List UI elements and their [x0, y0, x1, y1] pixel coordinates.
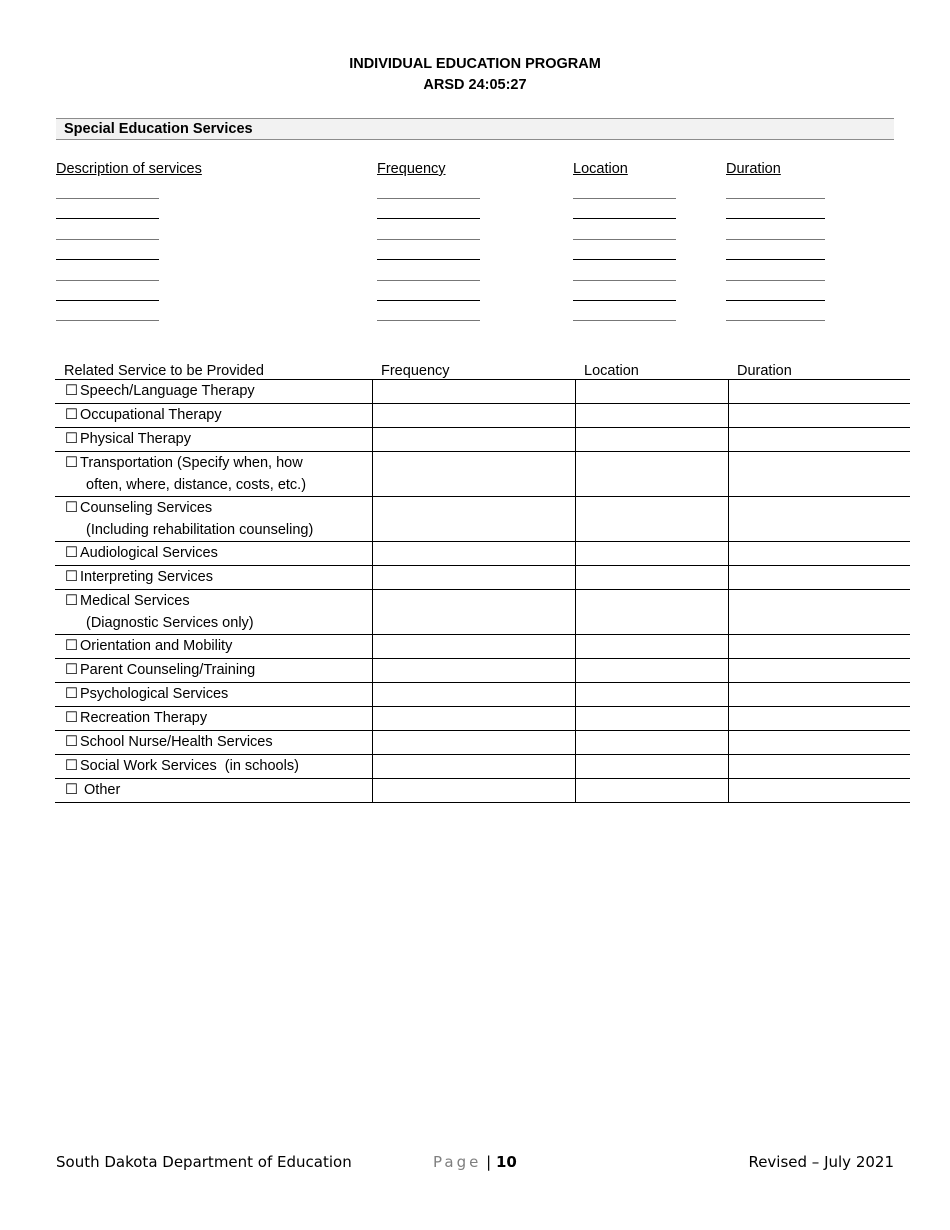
service-label: Audiological Services: [80, 545, 218, 561]
blank-line[interactable]: [573, 320, 676, 321]
table-header-frequency: Frequency: [372, 360, 575, 380]
frequency-cell[interactable]: [372, 590, 575, 635]
frequency-cell[interactable]: [372, 635, 575, 659]
footer-separator: |: [486, 1153, 492, 1171]
checkbox[interactable]: ☐: [65, 545, 78, 561]
service-cell: [55, 635, 372, 659]
frequency-cell[interactable]: [372, 497, 575, 542]
frequency-cell[interactable]: [372, 404, 575, 428]
blank-line[interactable]: [573, 239, 676, 240]
service-label: Psychological Services: [80, 686, 229, 702]
duration-cell[interactable]: [728, 731, 910, 755]
service-label: Other: [80, 782, 121, 798]
location-cell[interactable]: [575, 731, 728, 755]
service-cell: [55, 779, 372, 803]
service-cell: [55, 452, 372, 497]
duration-cell[interactable]: [728, 590, 910, 635]
document-title: INDIVIDUAL EDUCATION PROGRAM: [349, 56, 601, 72]
service-cell: [55, 566, 372, 590]
blank-line[interactable]: [56, 320, 159, 321]
table-row: [55, 659, 910, 683]
blank-line[interactable]: [726, 198, 825, 199]
frequency-cell[interactable]: [372, 683, 575, 707]
table-header-service: Related Service to be Provided: [55, 360, 372, 380]
blank-line[interactable]: [726, 239, 825, 240]
location-cell[interactable]: [575, 707, 728, 731]
footer-page-number: [433, 1153, 517, 1171]
service-label-continued: (Including rehabilitation counseling): [86, 522, 314, 538]
blank-line[interactable]: [726, 320, 825, 321]
location-cell[interactable]: [575, 380, 728, 404]
frequency-cell[interactable]: [372, 380, 575, 404]
service-label-continued: (Diagnostic Services only): [86, 615, 254, 631]
service-label: Occupational Therapy: [80, 407, 222, 423]
blank-line[interactable]: [377, 218, 480, 219]
duration-cell[interactable]: [728, 542, 910, 566]
blank-line[interactable]: [377, 239, 480, 240]
service-label: Parent Counseling/Training: [80, 662, 256, 678]
service-cell: [55, 497, 372, 542]
table-row: [55, 542, 910, 566]
blank-line[interactable]: [573, 280, 676, 281]
blank-line[interactable]: [377, 259, 480, 260]
duration-cell[interactable]: [728, 428, 910, 452]
checkbox[interactable]: ☐: [65, 431, 78, 447]
duration-cell[interactable]: [728, 659, 910, 683]
table-header-location: Location: [575, 360, 728, 380]
checkbox[interactable]: ☐: [65, 500, 78, 516]
service-cell: [55, 731, 372, 755]
location-cell[interactable]: [575, 755, 728, 779]
table-row: [55, 755, 910, 779]
location-cell[interactable]: [575, 428, 728, 452]
table-row: [55, 404, 910, 428]
footer-organization: South Dakota Department of Education: [56, 1153, 352, 1171]
service-cell: [55, 707, 372, 731]
blank-line[interactable]: [573, 300, 676, 301]
duration-cell[interactable]: [728, 380, 910, 404]
footer-page-word: Page: [433, 1153, 482, 1171]
location-cell[interactable]: [575, 683, 728, 707]
service-label: Medical Services: [80, 593, 190, 609]
checkbox[interactable]: ☐: [65, 383, 78, 399]
checkbox[interactable]: ☐: [65, 455, 78, 471]
blank-line[interactable]: [573, 259, 676, 260]
checkbox[interactable]: ☐: [65, 782, 78, 798]
duration-cell[interactable]: [728, 566, 910, 590]
location-cell[interactable]: [575, 542, 728, 566]
table-row: [55, 707, 910, 731]
section-title: Special Education Services: [64, 121, 253, 137]
blank-line[interactable]: [377, 198, 480, 199]
column-header-location: Location: [573, 161, 628, 177]
service-cell: [55, 542, 372, 566]
blank-line[interactable]: [726, 280, 825, 281]
footer-page-value: 10: [495, 1153, 517, 1171]
service-cell: [55, 683, 372, 707]
service-label: Social Work Services (in schools): [80, 758, 299, 774]
table-row: [55, 380, 910, 404]
service-label: School Nurse/Health Services: [80, 734, 273, 750]
checkbox[interactable]: ☐: [65, 758, 78, 774]
checkbox[interactable]: ☐: [65, 686, 78, 702]
location-cell[interactable]: [575, 635, 728, 659]
service-cell: [55, 659, 372, 683]
frequency-cell[interactable]: [372, 659, 575, 683]
location-cell[interactable]: [575, 452, 728, 497]
blank-line[interactable]: [56, 259, 159, 260]
frequency-cell[interactable]: [372, 542, 575, 566]
column-header-frequency: Frequency: [377, 161, 446, 177]
blank-line[interactable]: [726, 300, 825, 301]
service-label: Interpreting Services: [80, 569, 213, 585]
table-row: [55, 566, 910, 590]
section-bar-special-education: [56, 118, 894, 140]
checkbox[interactable]: ☐: [65, 734, 78, 750]
table-row: [55, 731, 910, 755]
duration-cell[interactable]: [728, 779, 910, 803]
frequency-cell[interactable]: [372, 779, 575, 803]
table-row: [55, 590, 910, 635]
footer-revised-date: Revised – July 2021: [748, 1153, 894, 1171]
checkbox[interactable]: ☐: [65, 710, 78, 726]
service-label: Recreation Therapy: [80, 710, 208, 726]
blank-line[interactable]: [56, 218, 159, 219]
blank-line[interactable]: [573, 218, 676, 219]
duration-cell[interactable]: [728, 755, 910, 779]
duration-cell[interactable]: [728, 683, 910, 707]
location-cell[interactable]: [575, 497, 728, 542]
service-cell: [55, 380, 372, 404]
service-cell: [55, 428, 372, 452]
blank-line[interactable]: [726, 218, 825, 219]
table-row: [55, 779, 910, 803]
checkbox[interactable]: ☐: [65, 569, 78, 585]
checkbox[interactable]: ☐: [65, 662, 78, 678]
blank-line[interactable]: [377, 320, 480, 321]
service-label: Speech/Language Therapy: [80, 383, 255, 399]
table-row: [55, 452, 910, 497]
service-label: Physical Therapy: [80, 431, 191, 447]
service-cell: [55, 755, 372, 779]
blank-line[interactable]: [573, 198, 676, 199]
location-cell[interactable]: [575, 566, 728, 590]
location-cell[interactable]: [575, 590, 728, 635]
blank-line[interactable]: [56, 300, 159, 301]
duration-cell[interactable]: [728, 707, 910, 731]
service-cell: [55, 404, 372, 428]
table-row: [55, 635, 910, 659]
location-cell[interactable]: [575, 659, 728, 683]
table-header-duration: Duration: [728, 360, 910, 380]
column-header-duration: Duration: [726, 161, 781, 177]
service-label: Orientation and Mobility: [80, 638, 233, 654]
location-cell[interactable]: [575, 404, 728, 428]
checkbox[interactable]: ☐: [65, 638, 78, 654]
duration-cell[interactable]: [728, 452, 910, 497]
service-label-continued: often, where, distance, costs, etc.): [86, 477, 307, 493]
table-row: [55, 497, 910, 542]
duration-cell[interactable]: [728, 635, 910, 659]
frequency-cell[interactable]: [372, 707, 575, 731]
frequency-cell[interactable]: [372, 566, 575, 590]
frequency-cell[interactable]: [372, 731, 575, 755]
blank-line[interactable]: [56, 280, 159, 281]
document-code: ARSD 24:05:27: [423, 77, 527, 93]
related-services-table: [55, 360, 910, 803]
frequency-cell[interactable]: [372, 428, 575, 452]
blank-line[interactable]: [726, 259, 825, 260]
table-row: [55, 428, 910, 452]
checkbox[interactable]: ☐: [65, 407, 78, 423]
location-cell[interactable]: [575, 779, 728, 803]
blank-line[interactable]: [377, 300, 480, 301]
blank-line[interactable]: [56, 239, 159, 240]
blank-line[interactable]: [377, 280, 480, 281]
frequency-cell[interactable]: [372, 452, 575, 497]
duration-cell[interactable]: [728, 497, 910, 542]
service-cell: [55, 590, 372, 635]
table-row: [55, 683, 910, 707]
blank-line[interactable]: [56, 198, 159, 199]
service-label: Transportation (Specify when, how: [80, 455, 303, 471]
checkbox[interactable]: ☐: [65, 593, 78, 609]
duration-cell[interactable]: [728, 404, 910, 428]
frequency-cell[interactable]: [372, 755, 575, 779]
service-label: Counseling Services: [80, 500, 213, 516]
column-header-description: Description of services: [56, 161, 202, 177]
